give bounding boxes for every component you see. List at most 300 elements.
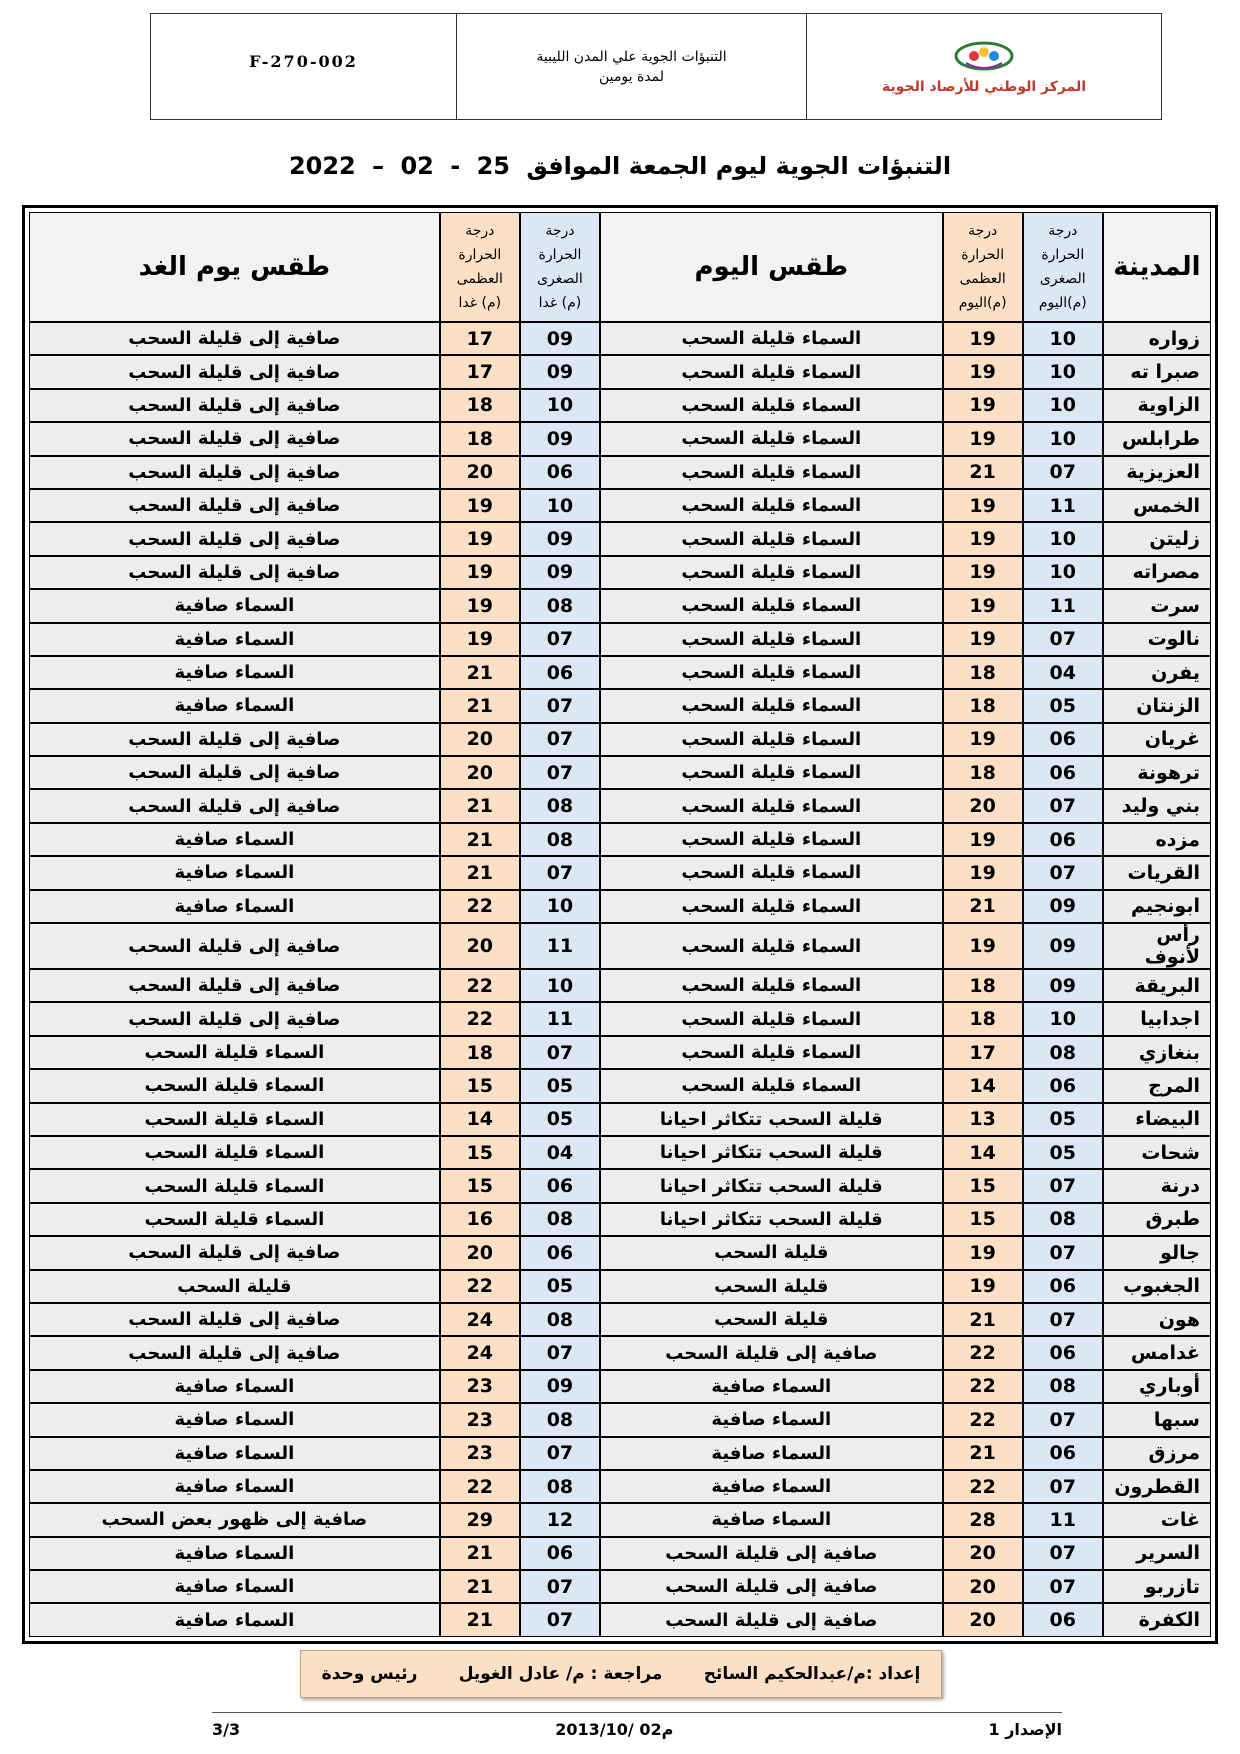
min-today-cell: 07: [1023, 1403, 1103, 1436]
city-cell: زليتن: [1103, 522, 1211, 555]
page-title: [0, 152, 1240, 180]
min-tomorrow-cell: 04: [520, 1136, 600, 1169]
header-city: المدينة: [1103, 212, 1211, 322]
weather-tomorrow-cell: صافية إلى قليلة السحب: [29, 723, 440, 756]
header-weather-today: طقس اليوم: [600, 212, 943, 322]
min-tomorrow-cell: 08: [520, 1303, 600, 1336]
table-row: [29, 522, 1211, 555]
organization-block: [807, 14, 1161, 119]
weather-tomorrow-cell: السماء قليلة السحب: [29, 1203, 440, 1236]
min-today-cell: 07: [1023, 1169, 1103, 1202]
weather-today-cell: السماء قليلة السحب: [600, 355, 943, 388]
footer: [212, 1720, 1062, 1739]
city-cell: شحات: [1103, 1136, 1211, 1169]
max-today-cell: 18: [943, 969, 1023, 1002]
max-today-cell: 21: [943, 456, 1023, 489]
max-today-cell: 17: [943, 1036, 1023, 1069]
weather-today-cell: السماء قليلة السحب: [600, 856, 943, 889]
table-row: [29, 1503, 1211, 1536]
city-cell: ابونجيم: [1103, 890, 1211, 923]
min-today-cell: 07: [1023, 1537, 1103, 1570]
min-today-cell: 05: [1023, 689, 1103, 722]
page-number: 3/3: [212, 1720, 241, 1739]
table-row: [29, 422, 1211, 455]
max-tomorrow-cell: 18: [440, 389, 520, 422]
city-cell: مصراته: [1103, 556, 1211, 589]
issue-date: 2013/10/ 02م: [555, 1720, 674, 1739]
max-tomorrow-cell: 15: [440, 1069, 520, 1102]
weather-today-cell: السماء قليلة السحب: [600, 890, 943, 923]
min-today-cell: 07: [1023, 1236, 1103, 1269]
min-today-cell: 07: [1023, 856, 1103, 889]
min-tomorrow-cell: 07: [520, 623, 600, 656]
max-tomorrow-cell: 21: [440, 656, 520, 689]
table-row: [29, 1370, 1211, 1403]
weather-today-cell: صافية إلى قليلة السحب: [600, 1603, 943, 1636]
min-tomorrow-cell: 10: [520, 890, 600, 923]
max-today-cell: 19: [943, 422, 1023, 455]
max-tomorrow-cell: 19: [440, 556, 520, 589]
min-today-cell: 07: [1023, 1303, 1103, 1336]
max-today-cell: 19: [943, 389, 1023, 422]
table-row: [29, 556, 1211, 589]
max-tomorrow-cell: 14: [440, 1103, 520, 1136]
max-today-cell: 13: [943, 1103, 1023, 1136]
max-today-cell: 28: [943, 1503, 1023, 1536]
max-today-cell: 18: [943, 756, 1023, 789]
min-today-cell: 06: [1023, 1603, 1103, 1636]
city-cell: الزاوية: [1103, 389, 1211, 422]
min-tomorrow-cell: 07: [520, 1603, 600, 1636]
weather-tomorrow-cell: صافية إلى قليلة السحب: [29, 489, 440, 522]
weather-tomorrow-cell: السماء صافية: [29, 823, 440, 856]
table-row: [29, 823, 1211, 856]
header-min-today: درجة الحرارة الصغرى (م)اليوم: [1023, 212, 1103, 322]
table-row: [29, 923, 1211, 969]
max-today-cell: 19: [943, 823, 1023, 856]
min-tomorrow-cell: 08: [520, 1203, 600, 1236]
min-today-cell: 06: [1023, 1270, 1103, 1303]
table-row: [29, 355, 1211, 388]
city-cell: غات: [1103, 1503, 1211, 1536]
city-cell: هون: [1103, 1303, 1211, 1336]
weather-today-cell: السماء صافية: [600, 1503, 943, 1536]
min-today-cell: 06: [1023, 1437, 1103, 1470]
table-row: [29, 1303, 1211, 1336]
header-min-tomorrow: درجة الحرارة الصغرى (م) غدا: [520, 212, 600, 322]
table-row: [29, 1036, 1211, 1069]
weather-today-cell: صافية إلى قليلة السحب: [600, 1570, 943, 1603]
weather-tomorrow-cell: صافية إلى قليلة السحب: [29, 322, 440, 355]
footer-divider: [212, 1712, 1062, 1713]
city-cell: درنة: [1103, 1169, 1211, 1202]
max-today-cell: 19: [943, 856, 1023, 889]
weather-tomorrow-cell: السماء قليلة السحب: [29, 1069, 440, 1102]
table-row: [29, 856, 1211, 889]
min-tomorrow-cell: 07: [520, 856, 600, 889]
table-row: [29, 1336, 1211, 1369]
weather-tomorrow-cell: صافية إلى قليلة السحب: [29, 1002, 440, 1035]
weather-today-cell: السماء قليلة السحب: [600, 689, 943, 722]
max-today-cell: 18: [943, 1002, 1023, 1035]
max-tomorrow-cell: 15: [440, 1136, 520, 1169]
city-cell: رأس لأنوف: [1103, 923, 1211, 969]
max-today-cell: 19: [943, 623, 1023, 656]
weather-tomorrow-cell: السماء صافية: [29, 1603, 440, 1636]
weather-tomorrow-cell: السماء صافية: [29, 589, 440, 622]
max-tomorrow-cell: 21: [440, 1570, 520, 1603]
min-tomorrow-cell: 07: [520, 1336, 600, 1369]
weather-today-cell: السماء قليلة السحب: [600, 969, 943, 1002]
min-tomorrow-cell: 08: [520, 1470, 600, 1503]
min-tomorrow-cell: 09: [520, 355, 600, 388]
min-today-cell: 10: [1023, 422, 1103, 455]
min-today-cell: 06: [1023, 823, 1103, 856]
min-tomorrow-cell: 09: [520, 556, 600, 589]
weather-tomorrow-cell: صافية إلى قليلة السحب: [29, 422, 440, 455]
weather-tomorrow-cell: السماء صافية: [29, 1570, 440, 1603]
title-separator: -: [450, 152, 461, 180]
weather-tomorrow-cell: صافية إلى قليلة السحب: [29, 1336, 440, 1369]
weather-tomorrow-cell: السماء صافية: [29, 623, 440, 656]
min-tomorrow-cell: 06: [520, 1236, 600, 1269]
max-tomorrow-cell: 24: [440, 1336, 520, 1369]
weather-tomorrow-cell: السماء صافية: [29, 890, 440, 923]
weather-today-cell: السماء صافية: [600, 1403, 943, 1436]
min-today-cell: 08: [1023, 1203, 1103, 1236]
min-tomorrow-cell: 06: [520, 1169, 600, 1202]
max-tomorrow-cell: 17: [440, 355, 520, 388]
city-cell: الجغبوب: [1103, 1270, 1211, 1303]
max-today-cell: 20: [943, 1570, 1023, 1603]
max-tomorrow-cell: 18: [440, 1036, 520, 1069]
city-cell: الزنتان: [1103, 689, 1211, 722]
document-header: [150, 13, 1162, 120]
min-tomorrow-cell: 10: [520, 969, 600, 1002]
city-cell: يفرن: [1103, 656, 1211, 689]
city-cell: العزيزية: [1103, 456, 1211, 489]
weather-today-cell: قليلة السحب: [600, 1270, 943, 1303]
max-tomorrow-cell: 18: [440, 422, 520, 455]
max-today-cell: 21: [943, 890, 1023, 923]
city-cell: زواره: [1103, 322, 1211, 355]
city-cell: طبرق: [1103, 1203, 1211, 1236]
table-row: [29, 789, 1211, 822]
min-tomorrow-cell: 06: [520, 1537, 600, 1570]
weather-today-cell: السماء قليلة السحب: [600, 756, 943, 789]
city-cell: اجدابيا: [1103, 1002, 1211, 1035]
min-today-cell: 10: [1023, 556, 1103, 589]
weather-today-cell: قليلة السحب تتكاثر احيانا: [600, 1169, 943, 1202]
city-cell: نالوت: [1103, 623, 1211, 656]
city-cell: القريات: [1103, 856, 1211, 889]
unit-head: رئيس وحدة: [321, 1664, 418, 1684]
min-today-cell: 05: [1023, 1103, 1103, 1136]
header-weather-tomorrow: طقس يوم الغد: [29, 212, 440, 322]
min-today-cell: 06: [1023, 756, 1103, 789]
weather-tomorrow-cell: صافية إلى قليلة السحب: [29, 556, 440, 589]
city-cell: بني وليد: [1103, 789, 1211, 822]
table-row: [29, 969, 1211, 1002]
max-tomorrow-cell: 20: [440, 923, 520, 969]
min-today-cell: 06: [1023, 723, 1103, 756]
table-row: [29, 489, 1211, 522]
max-today-cell: 19: [943, 1270, 1023, 1303]
table-row: [29, 456, 1211, 489]
table-row: [29, 322, 1211, 355]
min-tomorrow-cell: 08: [520, 589, 600, 622]
signature-bar: [300, 1650, 942, 1698]
table-header-row: [29, 212, 1211, 322]
max-tomorrow-cell: 22: [440, 1270, 520, 1303]
weather-today-cell: صافية إلى قليلة السحب: [600, 1336, 943, 1369]
max-tomorrow-cell: 19: [440, 522, 520, 555]
max-tomorrow-cell: 22: [440, 890, 520, 923]
min-today-cell: 05: [1023, 1136, 1103, 1169]
header-max-tomorrow: درجة الحرارة العظمى (م) غدا: [440, 212, 520, 322]
max-tomorrow-cell: 20: [440, 1236, 520, 1269]
max-today-cell: 18: [943, 656, 1023, 689]
document-title: [457, 14, 807, 119]
min-today-cell: 04: [1023, 656, 1103, 689]
min-tomorrow-cell: 07: [520, 1570, 600, 1603]
weather-today-cell: السماء قليلة السحب: [600, 322, 943, 355]
min-tomorrow-cell: 09: [520, 322, 600, 355]
organization-logo-icon: [952, 39, 1016, 73]
reviewed-by: مراجعة : م/ عادل الغويل: [458, 1664, 663, 1684]
forecast-table-body: [29, 322, 1211, 1637]
weather-tomorrow-cell: صافية إلى قليلة السحب: [29, 522, 440, 555]
max-tomorrow-cell: 22: [440, 1470, 520, 1503]
table-row: [29, 1537, 1211, 1570]
min-tomorrow-cell: 07: [520, 756, 600, 789]
min-tomorrow-cell: 08: [520, 1403, 600, 1436]
max-today-cell: 15: [943, 1203, 1023, 1236]
max-today-cell: 19: [943, 522, 1023, 555]
max-today-cell: 19: [943, 489, 1023, 522]
min-tomorrow-cell: 11: [520, 923, 600, 969]
weather-today-cell: السماء قليلة السحب: [600, 456, 943, 489]
forecast-table-frame: [22, 205, 1218, 1644]
min-tomorrow-cell: 05: [520, 1270, 600, 1303]
min-tomorrow-cell: 08: [520, 823, 600, 856]
min-today-cell: 10: [1023, 1002, 1103, 1035]
min-today-cell: 09: [1023, 923, 1103, 969]
min-tomorrow-cell: 12: [520, 1503, 600, 1536]
max-today-cell: 21: [943, 1303, 1023, 1336]
weather-today-cell: السماء قليلة السحب: [600, 623, 943, 656]
max-tomorrow-cell: 20: [440, 723, 520, 756]
min-today-cell: 07: [1023, 1470, 1103, 1503]
city-cell: القطرون: [1103, 1470, 1211, 1503]
min-today-cell: 06: [1023, 1069, 1103, 1102]
city-cell: مرزق: [1103, 1437, 1211, 1470]
min-tomorrow-cell: 07: [520, 1036, 600, 1069]
table-row: [29, 1470, 1211, 1503]
table-row: [29, 1270, 1211, 1303]
city-cell: الكفرة: [1103, 1603, 1211, 1636]
table-row: [29, 890, 1211, 923]
document-title-line2: لمدة يومين: [599, 68, 665, 85]
max-today-cell: 22: [943, 1470, 1023, 1503]
weather-tomorrow-cell: السماء صافية: [29, 689, 440, 722]
min-tomorrow-cell: 10: [520, 489, 600, 522]
city-cell: تازربو: [1103, 1570, 1211, 1603]
city-cell: البريقة: [1103, 969, 1211, 1002]
city-cell: ترهونة: [1103, 756, 1211, 789]
max-tomorrow-cell: 21: [440, 1537, 520, 1570]
city-cell: طرابلس: [1103, 422, 1211, 455]
max-today-cell: 20: [943, 1537, 1023, 1570]
weather-today-cell: السماء قليلة السحب: [600, 589, 943, 622]
weather-today-cell: السماء صافية: [600, 1437, 943, 1470]
max-tomorrow-cell: 19: [440, 589, 520, 622]
max-tomorrow-cell: 21: [440, 823, 520, 856]
table-row: [29, 1203, 1211, 1236]
weather-today-cell: السماء قليلة السحب: [600, 823, 943, 856]
weather-tomorrow-cell: السماء قليلة السحب: [29, 1103, 440, 1136]
max-today-cell: 20: [943, 1603, 1023, 1636]
min-today-cell: 10: [1023, 322, 1103, 355]
weather-today-cell: قليلة السحب تتكاثر احيانا: [600, 1136, 943, 1169]
weather-tomorrow-cell: صافية إلى قليلة السحب: [29, 756, 440, 789]
city-cell: أوباري: [1103, 1370, 1211, 1403]
max-tomorrow-cell: 23: [440, 1370, 520, 1403]
max-tomorrow-cell: 23: [440, 1437, 520, 1470]
min-today-cell: 07: [1023, 623, 1103, 656]
table-row: [29, 1169, 1211, 1202]
weather-tomorrow-cell: السماء قليلة السحب: [29, 1036, 440, 1069]
max-tomorrow-cell: 20: [440, 756, 520, 789]
table-row: [29, 389, 1211, 422]
weather-tomorrow-cell: صافية إلى ظهور بعض السحب: [29, 1503, 440, 1536]
title-day: 25: [476, 152, 510, 180]
max-today-cell: 20: [943, 789, 1023, 822]
max-today-cell: 19: [943, 723, 1023, 756]
weather-tomorrow-cell: السماء قليلة السحب: [29, 1136, 440, 1169]
min-today-cell: 08: [1023, 1036, 1103, 1069]
weather-today-cell: السماء قليلة السحب: [600, 1036, 943, 1069]
weather-today-cell: السماء قليلة السحب: [600, 489, 943, 522]
min-today-cell: 08: [1023, 1370, 1103, 1403]
max-today-cell: 22: [943, 1336, 1023, 1369]
max-today-cell: 19: [943, 556, 1023, 589]
table-row: [29, 689, 1211, 722]
max-today-cell: 19: [943, 355, 1023, 388]
table-row: [29, 656, 1211, 689]
city-cell: السرير: [1103, 1537, 1211, 1570]
max-today-cell: 19: [943, 923, 1023, 969]
city-cell: المرج: [1103, 1069, 1211, 1102]
table-row: [29, 1437, 1211, 1470]
title-month: 02: [400, 152, 434, 180]
max-tomorrow-cell: 29: [440, 1503, 520, 1536]
weather-tomorrow-cell: صافية إلى قليلة السحب: [29, 789, 440, 822]
min-today-cell: 11: [1023, 589, 1103, 622]
min-today-cell: 07: [1023, 1570, 1103, 1603]
city-cell: الخمس: [1103, 489, 1211, 522]
min-today-cell: 10: [1023, 522, 1103, 555]
min-tomorrow-cell: 07: [520, 689, 600, 722]
min-today-cell: 10: [1023, 355, 1103, 388]
min-today-cell: 06: [1023, 1336, 1103, 1369]
title-year: 2022: [288, 152, 356, 180]
max-tomorrow-cell: 24: [440, 1303, 520, 1336]
table-row: [29, 1002, 1211, 1035]
weather-tomorrow-cell: صافية إلى قليلة السحب: [29, 1303, 440, 1336]
city-cell: غريان: [1103, 723, 1211, 756]
weather-today-cell: السماء قليلة السحب: [600, 1002, 943, 1035]
city-cell: جالو: [1103, 1236, 1211, 1269]
max-today-cell: 22: [943, 1370, 1023, 1403]
table-row: [29, 723, 1211, 756]
weather-today-cell: السماء قليلة السحب: [600, 522, 943, 555]
max-tomorrow-cell: 15: [440, 1169, 520, 1202]
table-row: [29, 1603, 1211, 1636]
min-tomorrow-cell: 09: [520, 1370, 600, 1403]
table-row: [29, 1403, 1211, 1436]
weather-tomorrow-cell: السماء قليلة السحب: [29, 1169, 440, 1202]
min-tomorrow-cell: 11: [520, 1002, 600, 1035]
max-today-cell: 19: [943, 322, 1023, 355]
weather-tomorrow-cell: صافية إلى قليلة السحب: [29, 1236, 440, 1269]
city-cell: البيضاء: [1103, 1103, 1211, 1136]
weather-today-cell: صافية إلى قليلة السحب: [600, 1537, 943, 1570]
min-today-cell: 11: [1023, 1503, 1103, 1536]
weather-today-cell: السماء صافية: [600, 1370, 943, 1403]
min-tomorrow-cell: 10: [520, 389, 600, 422]
weather-today-cell: قليلة السحب تتكاثر احيانا: [600, 1103, 943, 1136]
weather-today-cell: السماء قليلة السحب: [600, 556, 943, 589]
table-row: [29, 1570, 1211, 1603]
weather-today-cell: السماء صافية: [600, 1470, 943, 1503]
min-today-cell: 07: [1023, 456, 1103, 489]
max-tomorrow-cell: 21: [440, 789, 520, 822]
form-code: F-270-002: [151, 14, 457, 119]
city-cell: بنغازي: [1103, 1036, 1211, 1069]
weather-tomorrow-cell: صافية إلى قليلة السحب: [29, 969, 440, 1002]
city-cell: صبرا ته: [1103, 355, 1211, 388]
min-tomorrow-cell: 07: [520, 1437, 600, 1470]
weather-tomorrow-cell: صافية إلى قليلة السحب: [29, 456, 440, 489]
table-row: [29, 1236, 1211, 1269]
min-tomorrow-cell: 06: [520, 456, 600, 489]
table-row: [29, 623, 1211, 656]
weather-tomorrow-cell: السماء صافية: [29, 856, 440, 889]
max-tomorrow-cell: 21: [440, 1603, 520, 1636]
max-tomorrow-cell: 21: [440, 689, 520, 722]
weather-today-cell: السماء قليلة السحب: [600, 656, 943, 689]
weather-today-cell: السماء قليلة السحب: [600, 789, 943, 822]
weather-tomorrow-cell: السماء صافية: [29, 656, 440, 689]
weather-tomorrow-cell: السماء صافية: [29, 1470, 440, 1503]
title-separator: –: [372, 152, 385, 180]
max-today-cell: 14: [943, 1069, 1023, 1102]
min-today-cell: 09: [1023, 890, 1103, 923]
city-cell: سرت: [1103, 589, 1211, 622]
max-today-cell: 14: [943, 1136, 1023, 1169]
organization-name: المركز الوطني للأرصاد الجوية: [881, 78, 1087, 95]
weather-today-cell: السماء قليلة السحب: [600, 1069, 943, 1102]
weather-tomorrow-cell: السماء صافية: [29, 1370, 440, 1403]
table-row: [29, 589, 1211, 622]
max-tomorrow-cell: 17: [440, 322, 520, 355]
max-today-cell: 21: [943, 1437, 1023, 1470]
min-today-cell: 07: [1023, 789, 1103, 822]
min-tomorrow-cell: 08: [520, 789, 600, 822]
min-tomorrow-cell: 09: [520, 522, 600, 555]
min-tomorrow-cell: 05: [520, 1069, 600, 1102]
